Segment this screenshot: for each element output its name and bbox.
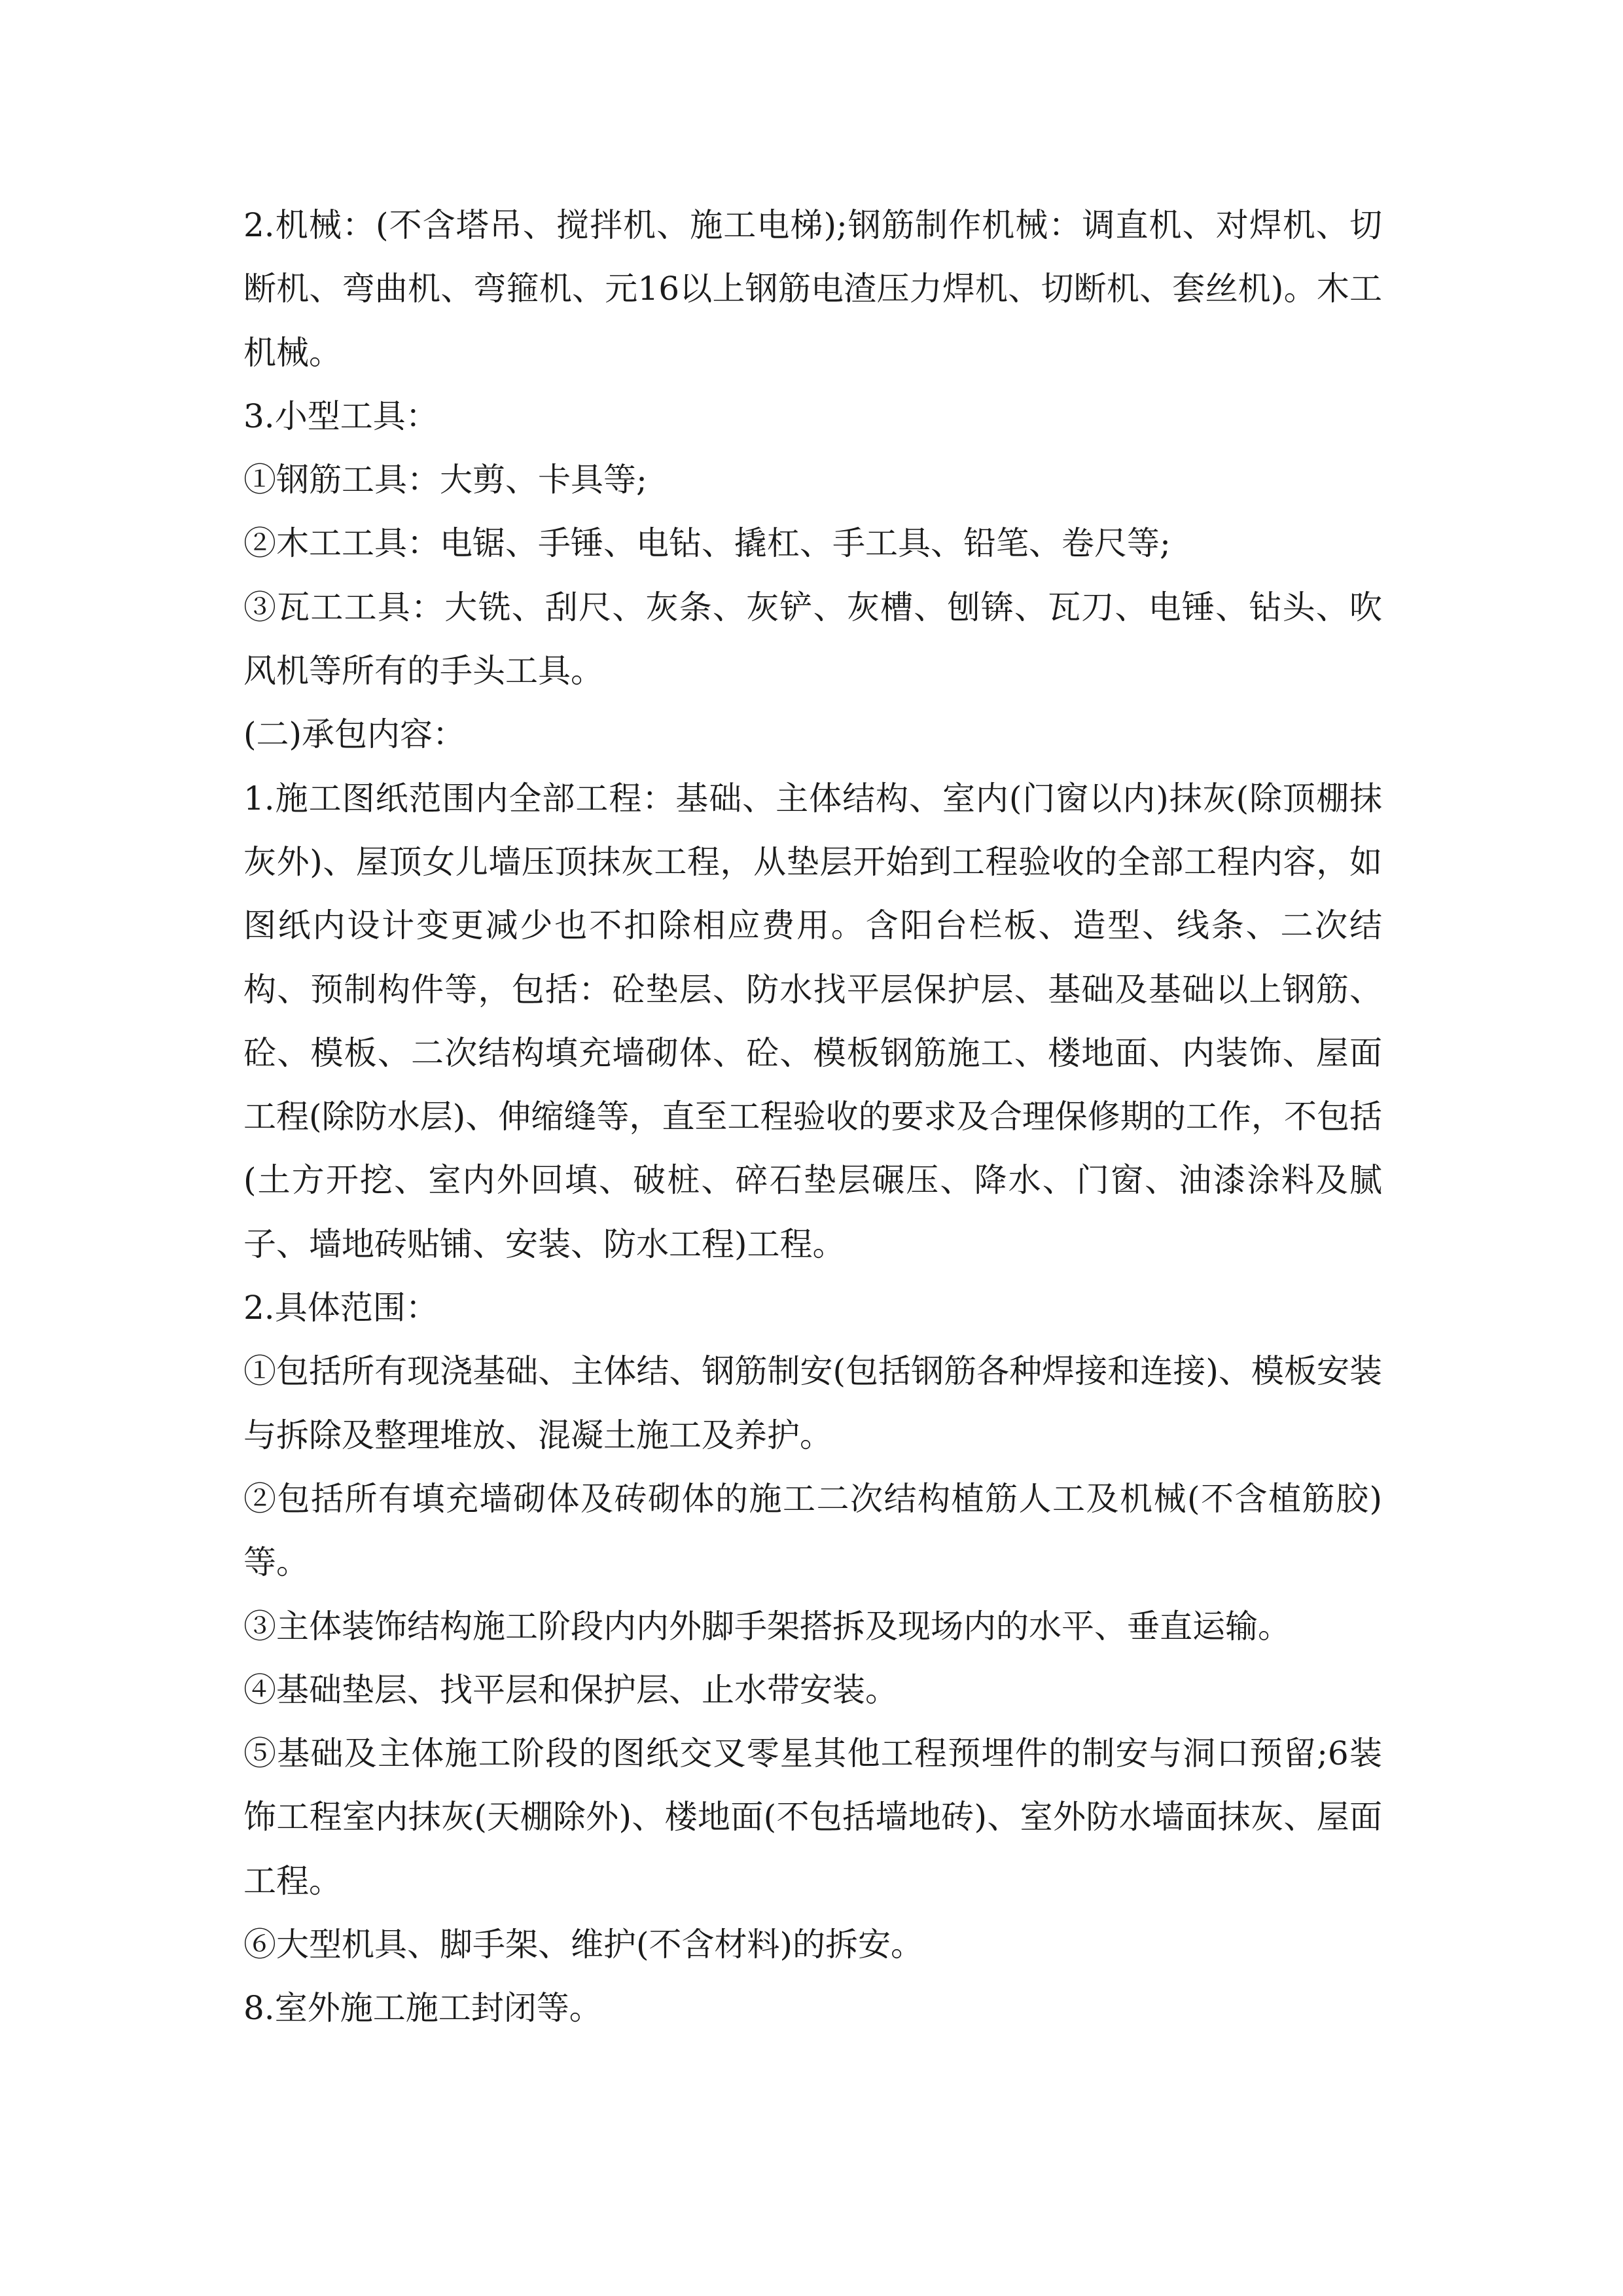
paragraph-full-scope: 1.施工图纸范围内全部工程：基础、主体结构、室内(门窗以内)抹灰(除顶棚抹灰外)、屋顶女儿墙压顶抹灰工程，从垫层开始到工程验收的全部工程内容，如图纸内设计变更减少也不扣除相应费用。含阳台栏板、造型、线条、二次结构、预制构件等，包括：砼垫层、防水找平层保护层、基础及基础以上钢筋、砼、模板、二次结构填充墙砌体、砼、模板钢筋施工、楼地面、内装饰、屋面工程(除防水层)、伸缩缝等，直至工程验收的要求及合理保修期的工作，不包括(土方开挖、室内外回填、破桩、碎石垫层碾压、降水、门窗、油漆涂料及腻子、墙地砖贴铺、安装、防水工程)工程。 bbox=[243, 779, 1382, 1263]
paragraph-scope-item-1: ①包括所有现浇基础、主体结、钢筋制安(包括钢筋各种焊接和连接)、模板安装与拆除及整理堆放、混凝土施工及养护。 bbox=[243, 1352, 1382, 1454]
paragraph-scope-item-5: ⑤基础及主体施工阶段的图纸交叉零星其他工程预埋件的制安与洞口预留;6装饰工程室内抹灰(天棚除外)、楼地面(不包括墙地砖)、室外防水墙面抹灰、屋面工程。 bbox=[243, 1734, 1382, 1900]
paragraph-specific-scope-heading: 2.具体范围： bbox=[243, 1289, 438, 1327]
paragraph-scope-item-4: ④基础垫层、找平层和保护层、止水带安装。 bbox=[243, 1670, 898, 1709]
paragraph-scope-item-6: ⑥大型机具、脚手架、维护(不含材料)的拆安。 bbox=[243, 1926, 924, 1964]
paragraph-scope-item-2: ②包括所有填充墙砌体及砖砌体的施工二次结构植筋人工及机械(不含植筋胶)等。 bbox=[243, 1479, 1382, 1582]
paragraph-scope-item-3: ③主体装饰结构施工阶段内内外脚手架搭拆及现场内的水平、垂直运输。 bbox=[243, 1607, 1291, 1645]
paragraph-carpentry-tools: ②木工工具：电锯、手锤、电钻、撬杠、手工具、铅笔、卷尺等; bbox=[243, 524, 1171, 563]
paragraph-scope-item-8: 8.室外施工施工封闭等。 bbox=[243, 1989, 602, 2028]
paragraph-rebar-tools: ①钢筋工具：大剪、卡具等; bbox=[243, 461, 647, 499]
document-body bbox=[243, 194, 1382, 2041]
section-heading-contract-scope: (二)承包内容： bbox=[243, 715, 466, 754]
paragraph-small-tools-heading: 3.小型工具： bbox=[243, 397, 438, 435]
paragraph-machinery: 2.机械：(不含塔吊、搅拌机、施工电梯);钢筋制作机械：调直机、对焊机、切断机、弯曲机、弯箍机、元16以上钢筋电渣压力焊机、切断机、套丝机)。木工机械。 bbox=[243, 206, 1382, 372]
paragraph-masonry-tools: ③瓦工工具：大铣、刮尺、灰条、灰铲、灰槽、刨锛、瓦刀、电锤、钻头、吹风机等所有的手头工具。 bbox=[243, 588, 1382, 691]
